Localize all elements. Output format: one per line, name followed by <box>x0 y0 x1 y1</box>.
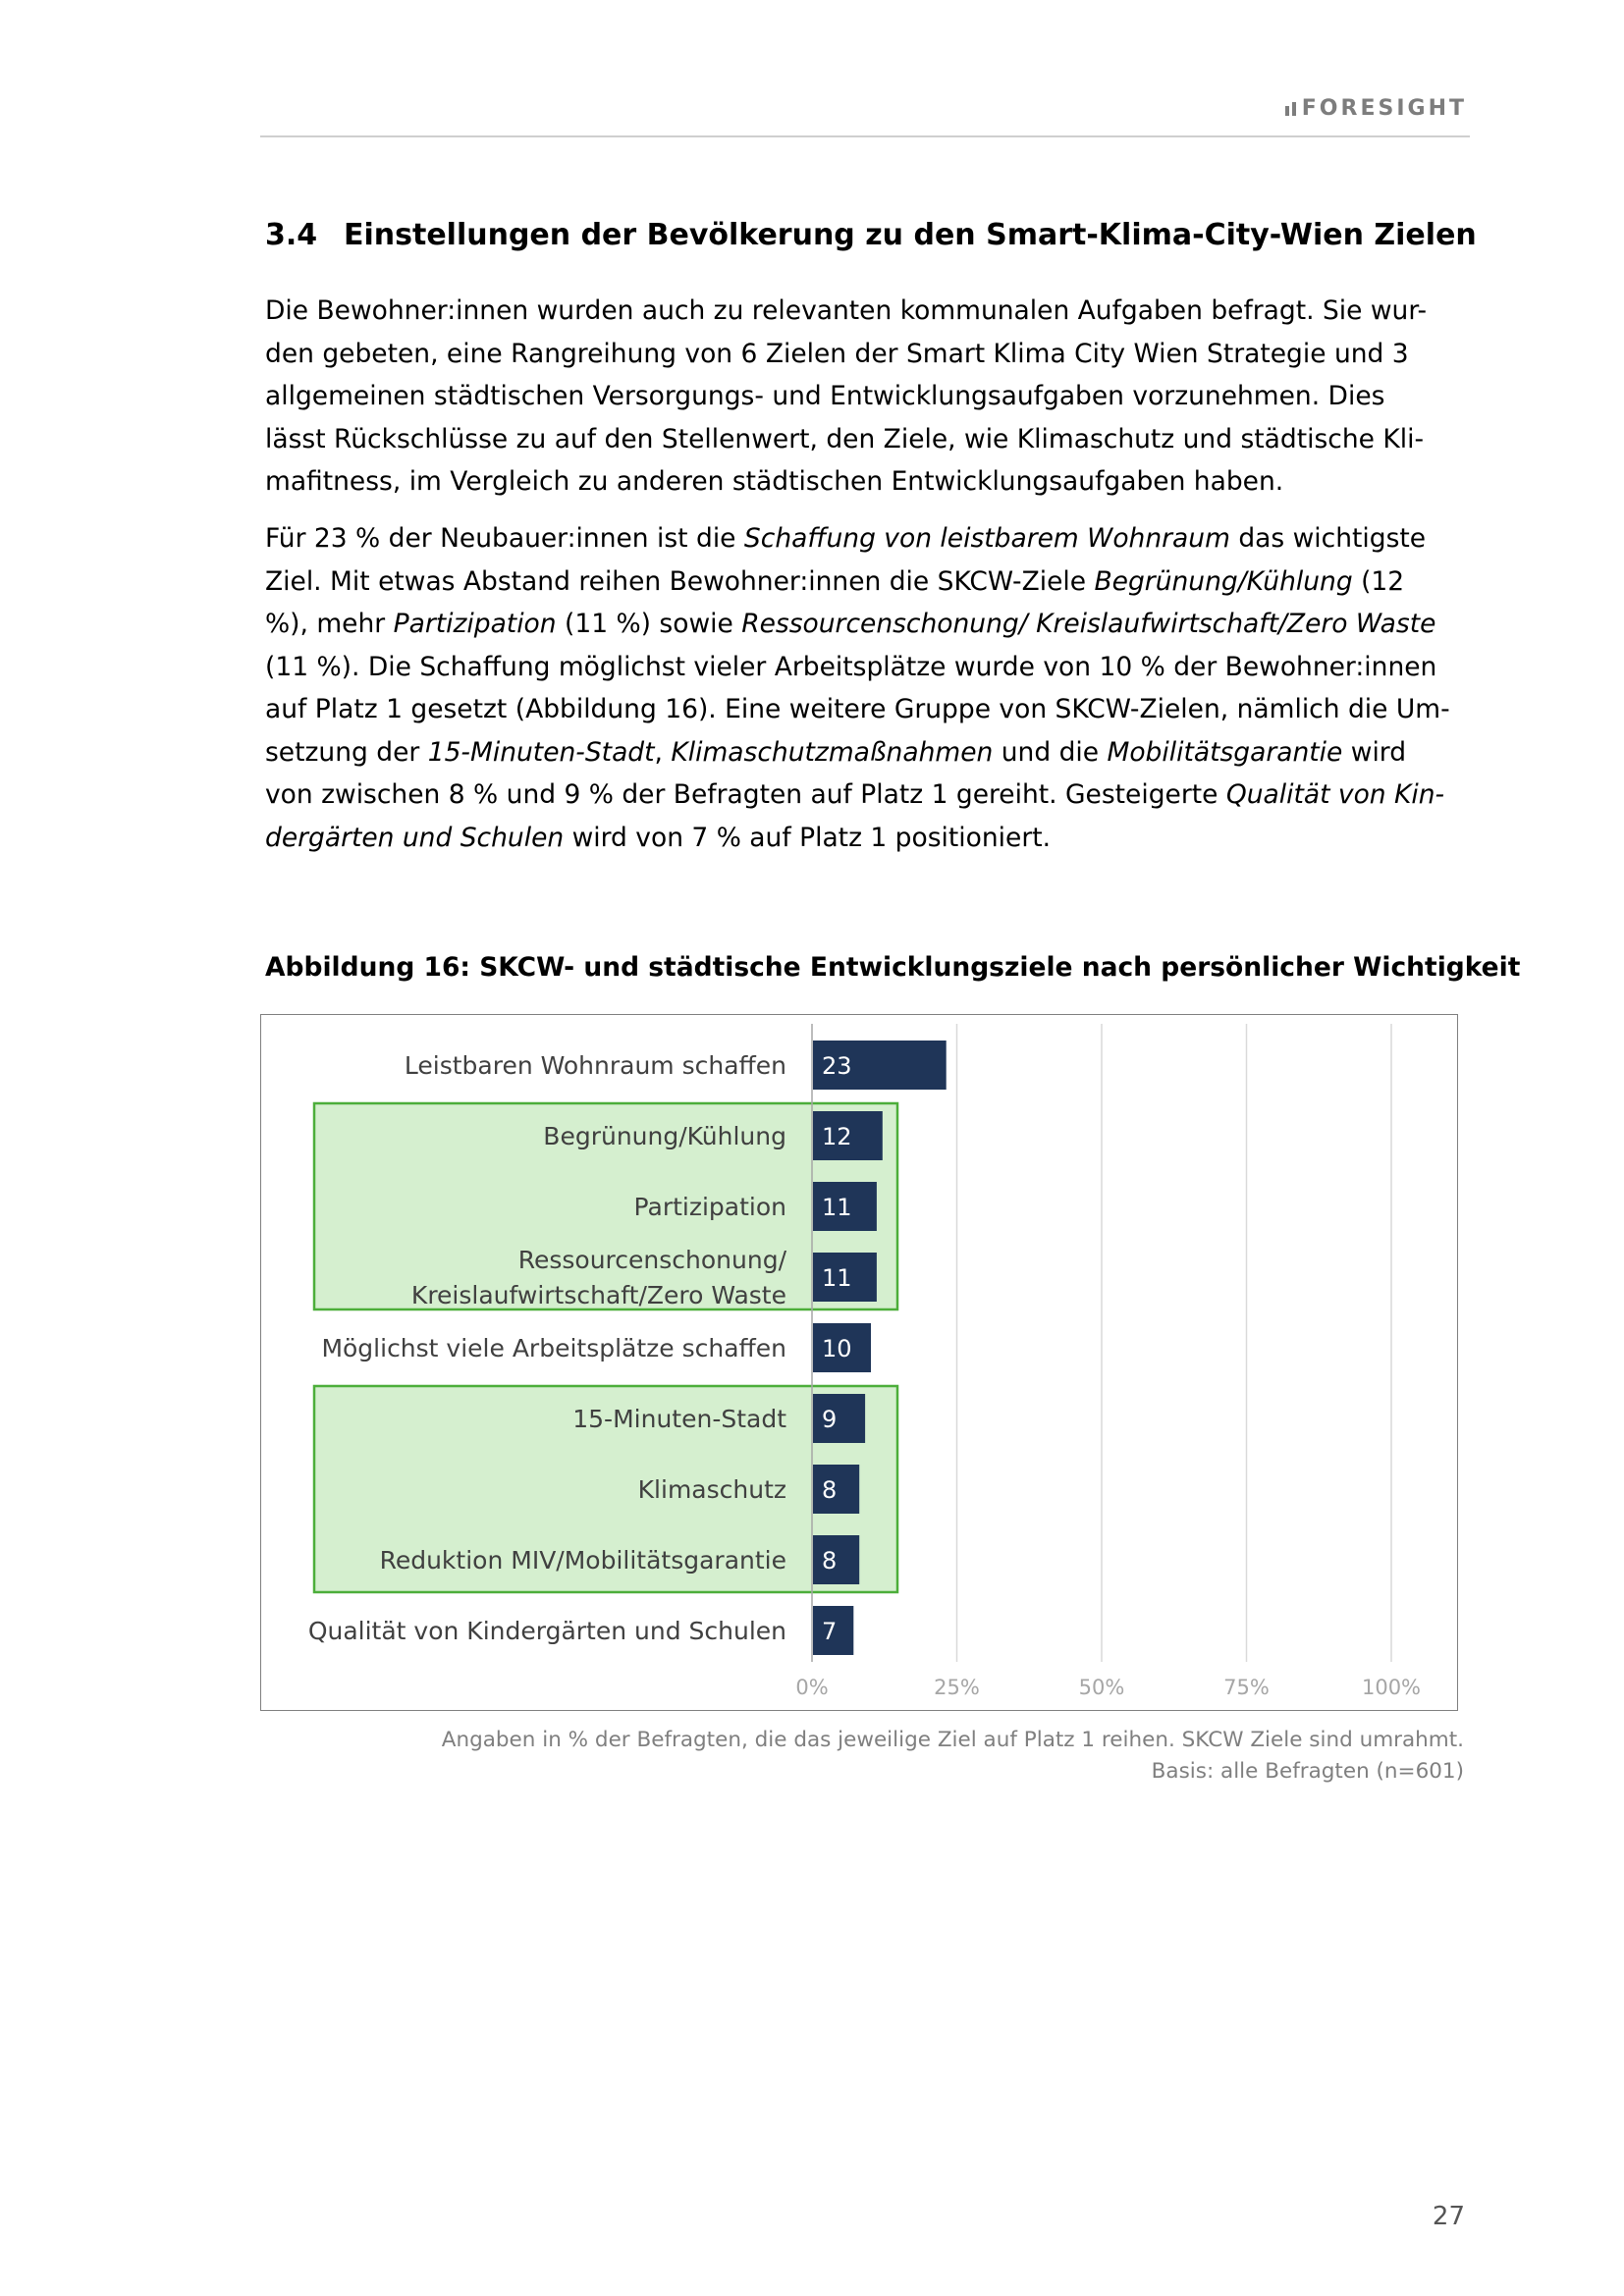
bar-value-label: 23 <box>822 1052 852 1080</box>
emphasis-text: Klimaschutzmaßnahmen <box>671 736 994 768</box>
text-run: das wichtigste <box>1229 523 1427 554</box>
x-tick-label: 0% <box>795 1676 829 1699</box>
chart-basis-note: Basis: alle Befragten (n=601) <box>1151 1759 1464 1784</box>
brand-name: FORESIGHT <box>1301 96 1467 121</box>
text-run: von zwischen 8 % und 9 % der Befragten auf Platz 1 gereiht. Gesteigerte <box>265 779 1226 810</box>
x-tick-label: 75% <box>1223 1676 1270 1699</box>
paragraph-line <box>265 646 1475 689</box>
emphasis-text: dergärten und Schulen <box>265 822 565 853</box>
paragraph-line <box>265 603 1475 646</box>
emphasis-text: Partizipation <box>393 609 557 639</box>
section-heading <box>265 218 1477 252</box>
paragraph-intro <box>265 290 1475 504</box>
paragraph-line <box>265 561 1475 604</box>
category-label: Möglichst viele Arbeitsplätze schaffen <box>321 1334 786 1362</box>
bar-chart <box>260 1014 1458 1711</box>
chart-note: Angaben in % der Befragten, die das jeweilige Ziel auf Platz 1 reihen. SKCW Ziele sind umrahmt. <box>441 1728 1464 1752</box>
category-label: Reduktion MIV/Mobilitätsgarantie <box>379 1546 786 1575</box>
text-run: (11 %) sowie <box>556 609 742 639</box>
emphasis-text: Begrünung/Kühlung <box>1094 565 1353 597</box>
bar-value-label: 8 <box>822 1547 838 1575</box>
brand-bars-icon <box>1285 102 1296 116</box>
bar-value-label: 10 <box>822 1335 852 1362</box>
paragraph-line <box>265 817 1475 860</box>
paragraph-line: den gebeten, eine Rangreihung von 6 Zielen der Smart Klima City Wien Strategie und 3 <box>265 338 1409 369</box>
bar-value-label: 11 <box>822 1194 852 1221</box>
bar-value-label: 11 <box>822 1264 852 1292</box>
text-run: , <box>654 736 672 768</box>
text-run: (12 <box>1352 565 1405 597</box>
bar-value-label: 9 <box>822 1406 838 1433</box>
x-tick-label: 50% <box>1078 1676 1125 1699</box>
bar-value-label: 8 <box>822 1476 838 1504</box>
paragraph-line <box>265 731 1475 774</box>
category-label: Klimaschutz <box>637 1475 786 1504</box>
text-run: und die <box>993 736 1108 768</box>
text-run: %), mehr <box>265 609 394 639</box>
section-title: Einstellungen der Bevölkerung zu den Smart-Klima-City-Wien Zielen <box>344 218 1477 252</box>
paragraph-line <box>265 517 1475 561</box>
text-run: setzung der <box>265 736 428 768</box>
header-brand-logo <box>1285 96 1467 121</box>
paragraph-line <box>265 688 1475 731</box>
text-run: wird von 7 % auf Platz 1 positioniert. <box>564 822 1052 853</box>
paragraph-line: mafitness, im Vergleich zu anderen städtischen Entwicklungsaufgaben haben. <box>265 466 1284 497</box>
section-number: 3.4 <box>265 218 318 252</box>
emphasis-text: Schaffung von leistbarem Wohnraum <box>743 523 1230 554</box>
text-run: (11 %). Die Schaffung möglichst vieler Arbeitsplätze wurde von 10 % der Bewohner:innen <box>265 651 1437 682</box>
emphasis-text: Qualität von Kin- <box>1225 779 1445 810</box>
page-number: 27 <box>1432 2202 1465 2231</box>
text-run: Für 23 % der Neubauer:innen ist die <box>265 523 744 554</box>
x-tick-label: 100% <box>1361 1676 1422 1699</box>
category-label: Partizipation <box>633 1193 786 1221</box>
category-label: Qualität von Kindergärten und Schulen <box>307 1617 786 1645</box>
text-run: auf Platz 1 gesetzt (Abbildung 16). Eine weitere Gruppe von SKCW-Zielen, nämlich die Um- <box>265 694 1450 724</box>
emphasis-text: Ressourcenschonung/ Kreislaufwirtschaft/Zero Waste <box>741 609 1436 639</box>
paragraph-results <box>265 517 1475 859</box>
text-run: Ziel. Mit etwas Abstand reihen Bewohner:innen die SKCW-Ziele <box>265 565 1095 597</box>
category-label: Begrünung/Kühlung <box>543 1122 786 1150</box>
paragraph-line: Die Bewohner:innen wurden auch zu relevanten kommunalen Aufgaben befragt. Sie wur- <box>265 295 1428 326</box>
header-divider <box>260 135 1470 137</box>
category-label: Leistbaren Wohnraum schaffen <box>404 1051 786 1080</box>
paragraph-line: allgemeinen städtischen Versorgungs- und Entwicklungsaufgaben vorzunehmen. Dies <box>265 381 1385 411</box>
category-label: Ressourcenschonung/ <box>517 1246 786 1274</box>
emphasis-text: 15-Minuten-Stadt <box>427 736 655 768</box>
bar-value-label: 12 <box>822 1123 852 1150</box>
paragraph-line: lässt Rückschlüsse zu auf den Stellenwert, den Ziele, wie Klimaschutz und städtische Kli- <box>265 423 1425 454</box>
bar <box>813 1394 865 1443</box>
x-tick-label: 25% <box>934 1676 980 1699</box>
emphasis-text: Mobilitätsgarantie <box>1107 736 1343 768</box>
bar-value-label: 7 <box>822 1618 838 1645</box>
category-label: 15-Minuten-Stadt <box>572 1405 786 1433</box>
paragraph-line <box>265 774 1475 817</box>
text-run: wird <box>1342 736 1407 768</box>
figure-caption: Abbildung 16: SKCW- und städtische Entwicklungsziele nach persönlicher Wichtigkeit <box>265 952 1521 983</box>
category-label: Kreislaufwirtschaft/Zero Waste <box>410 1281 786 1309</box>
